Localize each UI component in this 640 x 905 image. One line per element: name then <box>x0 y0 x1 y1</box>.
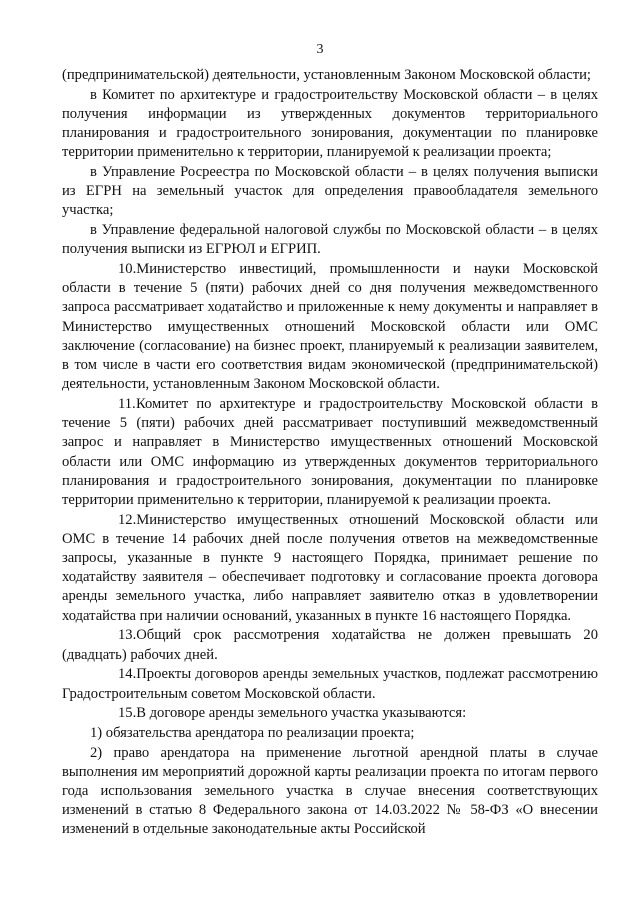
paragraph <box>62 86 598 163</box>
paragraph-text: Общий срок рассмотрения ходатайства не должен превышать 20 (двадцать) рабочих дней. <box>62 627 598 663</box>
numbered-paragraph <box>62 704 598 723</box>
paragraph-text: В договоре аренды земельного участка указываются: <box>136 705 467 722</box>
paragraph-text: в Управление федеральной налоговой службы по Московской области – в целях получения выписки из ЕГРЮЛ и ЕГРИП. <box>62 222 598 258</box>
numbered-paragraph <box>62 260 598 394</box>
paragraph-text: Министерство инвестиций, промышленности и науки Московской области в течение 5 (пяти) рабочих дней со дня получения межведомственного запроса рассматривает ходатайство и приложенные к нему документы и направляет в Министерство имущественных отношений Московской области или ОМС заключение (согласование) на бизнес проект, планируемый к реализации заявителем, в том числе в части его соответствия видам экономической (предпринимательской) деятельности, установленным Законом Московской области. <box>62 261 598 393</box>
numbered-paragraph <box>62 626 598 664</box>
paragraph <box>62 724 598 743</box>
page-number: 3 <box>316 42 324 57</box>
paragraph-number: 15. <box>118 705 137 722</box>
paragraph <box>62 744 598 840</box>
paragraph-number: 14. <box>118 666 137 683</box>
paragraph-text: Министерство имущественных отношений Московской области или ОМС в течение 14 рабочих дней после получения ответов на межведомственные запросы, указанные в пункте 9 настоящего Порядка, принимает решение по ходатайству заявителя – обеспечивает подготовку и согласование проекта договора аренды земельного участка, либо направляет заявителю отказ в удовлетворении ходатайства при наличии оснований, указанных в пункте 16 настоящего Порядка. <box>62 511 598 624</box>
numbered-paragraph <box>62 665 598 703</box>
paragraph-number: 11. <box>118 395 136 412</box>
numbered-paragraph <box>62 511 598 626</box>
paragraph-text: (предпринимательской) деятельности, установленным Законом Московской области; <box>62 67 591 83</box>
paragraph-number: 10. <box>118 261 137 278</box>
paragraph <box>62 221 598 259</box>
paragraph-text: Комитет по архитектуре и градостроительству Московской области в течение 5 (пяти) рабочих дней рассматривает поступивший межведомственный запрос и направляет в Министерство имущественных отношений Московской области или ОМС информацию из утвержденных документов территориального планирования и градостроительного зонирования, документации по планировке территории применительно к территории, планируемой к реализации проекта. <box>62 395 598 508</box>
paragraph-text: в Комитет по архитектуре и градостроительству Московской области – в целях получения информации из утвержденных документов территориального планирования и градостроительного зонирования, документации по планировке территории применительно к территории, планируемой к реализации проекта; <box>62 86 598 161</box>
paragraph-text: в Управление Росреестра по Московской области – в целях получения выписки из ЕГРН на земельный участок для определения правообладателя земельного участка; <box>62 164 598 219</box>
paragraph <box>62 66 598 85</box>
paragraph-text: 1) обязательства арендатора по реализации проекта; <box>90 724 415 741</box>
numbered-paragraph <box>62 395 598 510</box>
paragraph-text: Проекты договоров аренды земельных участков, подлежат рассмотрению Градостроительным советом Московской области. <box>62 666 598 702</box>
paragraph-number: 13. <box>118 627 137 644</box>
paragraph <box>62 163 598 221</box>
paragraph-number: 12. <box>118 511 137 528</box>
document-body <box>62 66 598 840</box>
paragraph-text: 2) право арендатора на применение льготной арендной платы в случае выполнения им мероприятий дорожной карты реализации проекта по итогам первого года использования земельного участка в случае внесения соответствующих изменений в статью 8 Федерального закона от 14.03.2022 № 58-ФЗ «О внесении изменений в отдельные законодательные акты Российской <box>62 744 598 838</box>
